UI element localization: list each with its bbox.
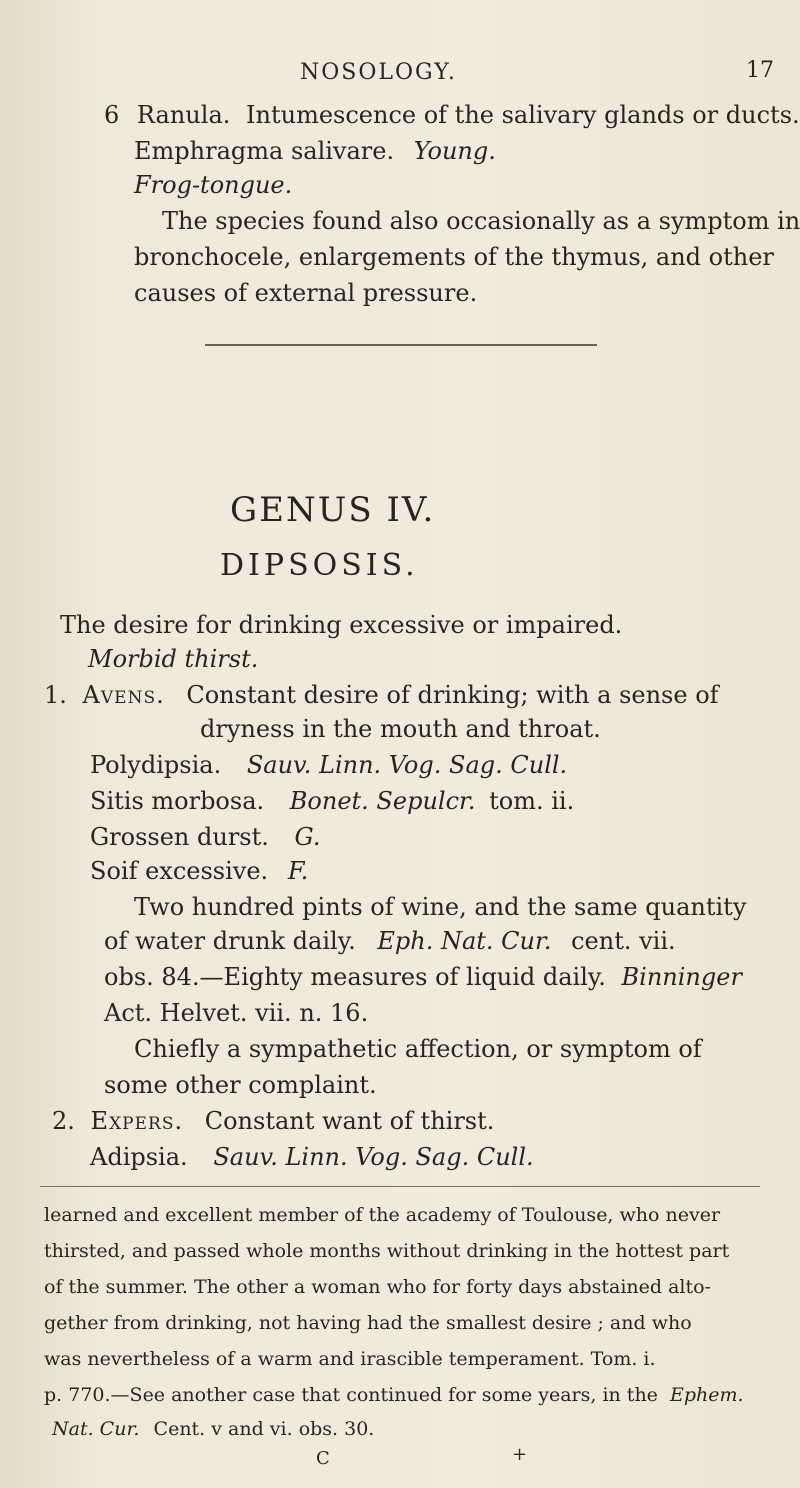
species-marker: 6 xyxy=(104,101,120,129)
genus-english: Morbid thirst. xyxy=(88,645,259,673)
genus-definition: The desire for drinking excessive or impaired. xyxy=(60,611,623,639)
synonym-author: Sauv. Linn. Vog. Sag. Cull. xyxy=(213,1143,534,1171)
note-line: Act. Helvet. vii. n. 16. xyxy=(104,999,369,1027)
footnote-divider xyxy=(40,1186,760,1187)
footnote-line: thirsted, and passed whole months without drinking in the hottest part xyxy=(44,1240,730,1262)
species-entry xyxy=(52,1108,494,1136)
reference-detail: Cent. v and vi. obs. 30. xyxy=(153,1418,375,1440)
note-line: Chiefly a sympathetic affection, or symptom of xyxy=(134,1035,702,1063)
note-line: The species found also occasionally as a symptom in xyxy=(162,207,800,235)
ranula-entry xyxy=(104,102,800,130)
synonym-author: G. xyxy=(294,823,321,851)
synonym-name: Emphragma salivare. xyxy=(134,137,395,165)
running-head: NOSOLOGY. xyxy=(300,60,457,85)
footnote-line: learned and excellent member of the academy of Toulouse, who never xyxy=(44,1204,721,1226)
note-line: causes of external pressure. xyxy=(134,279,478,307)
synonym-author: Sauv. Linn. Vog. Sag. Cull. xyxy=(246,751,568,779)
reference-title: Nat. Cur. xyxy=(52,1418,140,1440)
synonym-name: Soif excessive. xyxy=(90,857,269,885)
species-title: Ranula. xyxy=(136,101,231,129)
signature-symbol: + xyxy=(512,1444,528,1465)
footnote-line: of the summer. The other a woman who for forty days abstained alto- xyxy=(44,1276,711,1298)
note-line xyxy=(104,964,742,992)
species-number: 2. xyxy=(52,1107,75,1135)
synonym-line xyxy=(90,752,567,780)
note-line: bronchocele, enlargements of the thymus, and other xyxy=(134,243,774,271)
genus-name: DIPSOSIS. xyxy=(220,548,419,583)
species-name: Expers. xyxy=(90,1107,184,1135)
species-definition-cont: dryness in the mouth and throat. xyxy=(200,715,601,743)
footnote-line: was nevertheless of a warm and irascible temperament. Tom. i. xyxy=(44,1348,656,1370)
species-entry xyxy=(44,682,719,710)
synonym-line xyxy=(90,788,574,816)
synonym-author: Bonet. Sepulcr. xyxy=(289,787,476,815)
synonym-line xyxy=(90,1144,534,1172)
species-number: 1. xyxy=(44,681,67,709)
note-line: Two hundred pints of wine, and the same quantity xyxy=(134,893,747,921)
species-definition: Constant desire of drinking; with a sense of xyxy=(186,681,719,709)
species-definition: Intumescence of the salivary glands or ducts. xyxy=(246,101,800,129)
synonym-line xyxy=(134,138,496,166)
synonym-author: Young. xyxy=(413,137,496,165)
synonym-reference: tom. ii. xyxy=(489,787,575,815)
footnote-line xyxy=(52,1418,374,1441)
footnote-line: gether from drinking, not having had the smallest desire ; and who xyxy=(44,1312,692,1334)
reference-author: Binninger xyxy=(621,963,742,991)
synonym-line: Frog-tongue. xyxy=(134,171,293,199)
note-text: of water drunk daily. xyxy=(104,927,356,955)
footnote-text: p. 770.—See another case that continued for some years, in the xyxy=(44,1384,658,1406)
page-number: 17 xyxy=(746,58,774,83)
species-name: Avens. xyxy=(82,681,165,709)
synonym-name: Polydipsia. xyxy=(90,751,222,779)
reference-detail: cent. vii. xyxy=(571,927,676,955)
species-definition: Constant want of thirst. xyxy=(204,1107,495,1135)
section-divider xyxy=(205,344,597,346)
synonym-line xyxy=(90,858,308,886)
synonym-author: F. xyxy=(287,857,309,885)
synonym-name: Sitis morbosa. xyxy=(90,787,265,815)
note-line: some other complaint. xyxy=(104,1071,377,1099)
signature-mark: C xyxy=(316,1448,330,1469)
reference-title: Ephem. xyxy=(669,1384,744,1406)
synonym-line xyxy=(90,824,321,852)
note-text: obs. 84.—Eighty measures of liquid daily. xyxy=(104,963,606,991)
reference-title: Eph. Nat. Cur. xyxy=(377,927,552,955)
note-line xyxy=(104,928,676,956)
synonym-name: Grossen durst. xyxy=(90,823,269,851)
synonym-name: Adipsia. xyxy=(90,1143,188,1171)
footnote-line xyxy=(44,1384,744,1407)
genus-label: GENUS IV. xyxy=(230,490,436,530)
